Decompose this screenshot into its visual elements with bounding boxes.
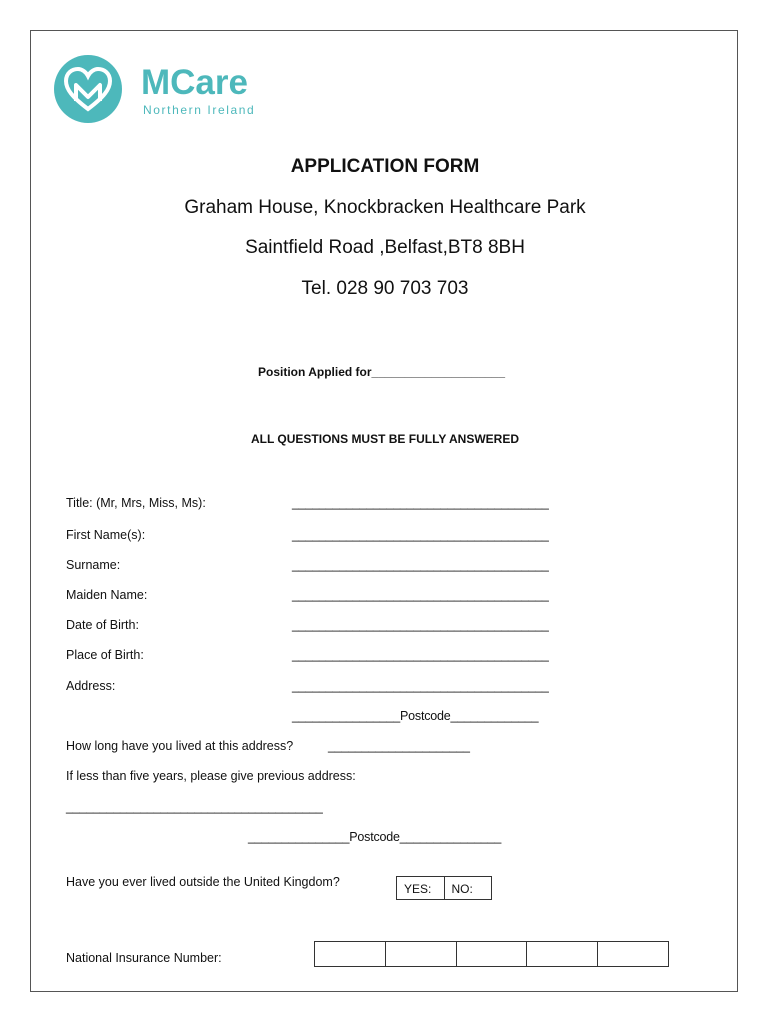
yes-option[interactable]: YES: — [404, 882, 432, 896]
outside-uk-answer-box — [396, 876, 492, 900]
ni-box[interactable] — [526, 942, 597, 966]
ni-number-boxes — [314, 941, 669, 967]
ni-box[interactable] — [385, 942, 456, 966]
maiden-name-field[interactable]: ______________________________________ — [292, 588, 549, 602]
title-field[interactable]: ______________________________________ — [292, 496, 549, 510]
prev-address-field[interactable]: ______________________________________ — [66, 800, 323, 814]
brand-name: MCare — [141, 63, 248, 102]
postcode-field[interactable]: ________________Postcode_____________ — [292, 709, 539, 723]
outside-uk-label: Have you ever lived outside the United Kingdom? — [66, 875, 340, 889]
dob-label: Date of Birth: — [66, 618, 139, 632]
ni-label: National Insurance Number: — [66, 951, 222, 965]
how-long-field[interactable]: _____________________ — [328, 739, 470, 753]
position-applied-field[interactable]: Position Applied for____________________ — [258, 365, 506, 379]
prev-postcode-field[interactable]: _______________Postcode_______________ — [248, 830, 502, 844]
dob-field[interactable]: ______________________________________ — [292, 618, 549, 632]
pob-label: Place of Birth: — [66, 648, 144, 662]
address-line-1: Graham House, Knockbracken Healthcare Park — [184, 197, 586, 218]
ni-box[interactable] — [456, 942, 527, 966]
title-label: Title: (Mr, Mrs, Miss, Ms): — [66, 496, 206, 510]
no-option[interactable]: NO: — [444, 877, 492, 899]
phone-number: Tel. 028 90 703 703 — [301, 278, 469, 299]
address-field[interactable]: ______________________________________ — [292, 679, 549, 693]
brand-region: Northern Ireland — [143, 103, 256, 117]
maiden-name-label: Maiden Name: — [66, 588, 148, 602]
surname-field[interactable]: ______________________________________ — [292, 558, 549, 572]
how-long-label: How long have you lived at this address? — [66, 739, 294, 753]
address-label: Address: — [66, 679, 116, 693]
surname-label: Surname: — [66, 558, 121, 572]
ni-box[interactable] — [597, 942, 668, 966]
prev-address-label: If less than five years, please give previous address: — [66, 769, 356, 783]
first-name-field[interactable]: ______________________________________ — [292, 528, 549, 542]
ni-box[interactable] — [315, 942, 385, 966]
form-title: APPLICATION FORM — [290, 156, 480, 177]
pob-field[interactable]: ______________________________________ — [292, 648, 549, 662]
first-name-label: First Name(s): — [66, 528, 146, 542]
address-line-2: Saintfield Road ,Belfast,BT8 8BH — [245, 237, 525, 258]
notice-text: ALL QUESTIONS MUST BE FULLY ANSWERED — [250, 432, 520, 446]
